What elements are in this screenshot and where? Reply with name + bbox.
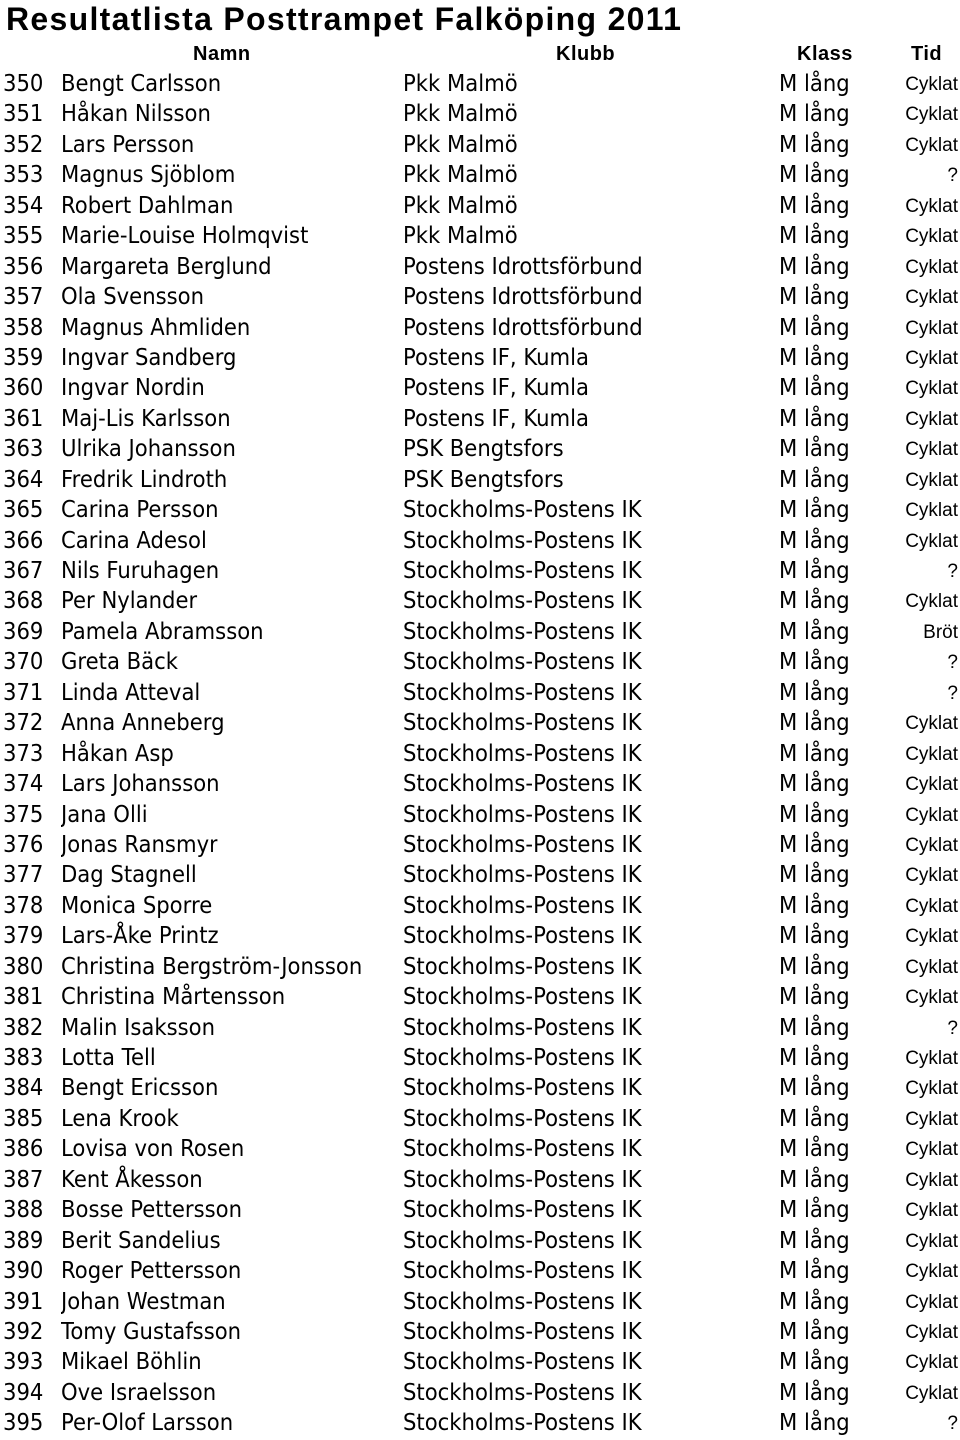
participant-name: Carina Persson (61, 497, 219, 524)
participant-name: Bengt Ericsson (61, 1075, 219, 1102)
club-name: Postens IF, Kumla (403, 375, 590, 402)
row-number: 364 (3, 466, 44, 493)
club-name: Stockholms-Postens IK (403, 892, 642, 919)
row-number: 395 (3, 1410, 44, 1437)
class-name: M lång (779, 1105, 850, 1132)
club-name: Stockholms-Postens IK (403, 1318, 642, 1345)
result-time: Cyklat (905, 804, 958, 826)
table-row (0, 69, 960, 99)
table-row (0, 1287, 960, 1317)
participant-name: Lars-Åke Printz (61, 923, 219, 950)
participant-name: Tomy Gustafsson (61, 1318, 242, 1345)
result-time: Cyklat (905, 895, 958, 917)
result-time: Cyklat (905, 1261, 958, 1283)
class-name: M lång (779, 344, 850, 371)
row-number: 386 (3, 1136, 44, 1163)
result-time: Cyklat (905, 347, 958, 369)
table-row (0, 1256, 960, 1286)
result-time: Cyklat (905, 408, 958, 430)
class-name: M lång (779, 558, 850, 584)
table-row (0, 1226, 960, 1256)
club-name: Stockholms-Postens IK (403, 558, 642, 584)
club-name: Pkk Malmö (403, 131, 518, 158)
row-number: 369 (3, 618, 44, 645)
participant-name: Carina Adesol (61, 527, 207, 554)
row-number: 377 (3, 862, 44, 889)
club-name: Pkk Malmö (403, 71, 518, 97)
row-number: 372 (3, 710, 44, 737)
class-name: M lång (779, 101, 850, 128)
result-time: Cyklat (905, 1078, 958, 1100)
result-time: ? (947, 1413, 958, 1435)
row-number: 394 (3, 1379, 44, 1406)
table-row (0, 952, 960, 982)
participant-name: Ingvar Sandberg (61, 344, 237, 371)
result-time: Cyklat (905, 987, 958, 1009)
table-row (0, 191, 960, 221)
table-row (0, 1134, 960, 1164)
club-name: Stockholms-Postens IK (403, 1166, 642, 1193)
table-row (0, 800, 960, 830)
page-title: Resultatlista Posttrampet Falköping 2011 (6, 1, 683, 37)
result-time: Cyklat (905, 287, 958, 309)
participant-name: Berit Sandelius (61, 1227, 221, 1254)
result-time: Cyklat (905, 865, 958, 887)
result-time: Cyklat (905, 1139, 958, 1161)
result-time: Cyklat (905, 1230, 958, 1252)
result-time: ? (947, 652, 958, 674)
result-time: Cyklat (905, 530, 958, 552)
club-name: Stockholms-Postens IK (403, 527, 642, 554)
participant-name: Malin Isaksson (61, 1014, 216, 1041)
class-name: M lång (779, 618, 850, 645)
result-time: ? (947, 165, 958, 187)
class-name: M lång (779, 466, 850, 493)
result-time: Cyklat (905, 834, 958, 856)
participant-name: Linda Atteval (61, 679, 201, 706)
participant-name: Margareta Berglund (61, 253, 272, 280)
result-time: Cyklat (905, 591, 958, 613)
row-number: 358 (3, 314, 44, 341)
row-number: 389 (3, 1227, 44, 1254)
result-time: Cyklat (905, 439, 958, 461)
results-table (0, 69, 960, 1439)
row-number: 375 (3, 801, 44, 828)
row-number: 390 (3, 1258, 44, 1285)
header-klubb: Klubb (556, 43, 616, 65)
participant-name: Lovisa von Rosen (61, 1136, 245, 1163)
result-time: Cyklat (905, 926, 958, 948)
table-row (0, 1347, 960, 1377)
class-name: M lång (779, 131, 850, 158)
club-name: Pkk Malmö (403, 101, 518, 128)
table-row (0, 1408, 960, 1438)
row-number: 361 (3, 405, 44, 432)
table-row (0, 252, 960, 282)
row-number: 363 (3, 436, 44, 463)
club-name: Stockholms-Postens IK (403, 1349, 642, 1376)
participant-name: Håkan Asp (61, 740, 174, 767)
class-name: M lång (779, 1197, 850, 1224)
table-row (0, 769, 960, 799)
row-number: 373 (3, 740, 44, 767)
row-number: 368 (3, 588, 44, 615)
club-name: Pkk Malmö (403, 223, 518, 250)
club-name: Postens IF, Kumla (403, 405, 590, 432)
result-time: Cyklat (905, 134, 958, 156)
participant-name: Christina Mårtensson (61, 984, 286, 1011)
participant-name: Fredrik Lindroth (61, 466, 228, 493)
club-name: Stockholms-Postens IK (403, 1045, 642, 1071)
club-name: Stockholms-Postens IK (403, 618, 642, 645)
participant-name: Roger Pettersson (61, 1258, 242, 1285)
row-number: 374 (3, 771, 44, 798)
row-number: 376 (3, 831, 44, 858)
row-number: 365 (3, 497, 44, 524)
result-time: Cyklat (905, 1200, 958, 1222)
result-time: Cyklat (905, 104, 958, 126)
row-number: 391 (3, 1288, 44, 1315)
club-name: Stockholms-Postens IK (403, 649, 642, 676)
club-name: Stockholms-Postens IK (403, 1379, 642, 1406)
result-time: Cyklat (905, 256, 958, 278)
club-name: Pkk Malmö (403, 162, 518, 189)
participant-name: Robert Dahlman (61, 192, 234, 219)
table-row (0, 891, 960, 921)
row-number: 360 (3, 375, 44, 402)
table-row (0, 373, 960, 403)
row-number: 371 (3, 679, 44, 706)
participant-name: Håkan Nilsson (61, 101, 211, 128)
club-name: Stockholms-Postens IK (403, 831, 642, 858)
row-number: 393 (3, 1349, 44, 1376)
class-name: M lång (779, 588, 850, 615)
club-name: Stockholms-Postens IK (403, 740, 642, 767)
table-row (0, 678, 960, 708)
class-name: M lång (779, 984, 850, 1011)
participant-name: Greta Bäck (61, 649, 179, 676)
club-name: Stockholms-Postens IK (403, 801, 642, 828)
row-number: 351 (3, 101, 44, 128)
table-row (0, 739, 960, 769)
class-name: M lång (779, 497, 850, 524)
table-row (0, 708, 960, 738)
club-name: Stockholms-Postens IK (403, 588, 642, 615)
table-row (0, 282, 960, 312)
result-time: Cyklat (905, 378, 958, 400)
row-number: 359 (3, 344, 44, 371)
participant-name: Maj-Lis Karlsson (61, 405, 231, 432)
class-name: M lång (779, 1166, 850, 1193)
table-row (0, 465, 960, 495)
club-name: Stockholms-Postens IK (403, 1136, 642, 1163)
club-name: Stockholms-Postens IK (403, 1197, 642, 1224)
header-klass: Klass (797, 43, 853, 65)
class-name: M lång (779, 1318, 850, 1345)
table-row (0, 221, 960, 251)
result-time: Bröt (923, 621, 958, 643)
table-row (0, 313, 960, 343)
participant-name: Ingvar Nordin (61, 375, 205, 402)
class-name: M lång (779, 831, 850, 858)
participant-name: Marie-Louise Holmqvist (61, 223, 309, 250)
club-name: PSK Bengtsfors (403, 436, 564, 463)
result-time: Cyklat (905, 774, 958, 796)
table-row (0, 860, 960, 890)
table-row (0, 526, 960, 556)
class-name: M lång (779, 223, 850, 250)
row-number: 353 (3, 162, 44, 189)
participant-name: Per-Olof Larsson (61, 1410, 234, 1437)
class-name: M lång (779, 771, 850, 798)
table-row (0, 1013, 960, 1043)
class-name: M lång (779, 192, 850, 219)
class-name: M lång (779, 923, 850, 950)
club-name: Stockholms-Postens IK (403, 497, 642, 524)
row-number: 392 (3, 1318, 44, 1345)
class-name: M lång (779, 953, 850, 980)
table-row (0, 495, 960, 525)
table-row (0, 404, 960, 434)
club-name: Pkk Malmö (403, 192, 518, 219)
class-name: M lång (779, 1227, 850, 1254)
class-name: M lång (779, 436, 850, 463)
result-time: Cyklat (905, 1352, 958, 1374)
table-row (0, 1104, 960, 1134)
table-row (0, 160, 960, 190)
participant-name: Lars Persson (61, 131, 195, 158)
club-name: Stockholms-Postens IK (403, 953, 642, 980)
participant-name: Per Nylander (61, 588, 198, 615)
class-name: M lång (779, 1410, 850, 1437)
result-time: ? (947, 1017, 958, 1039)
class-name: M lång (779, 1136, 850, 1163)
result-time: Cyklat (905, 317, 958, 339)
result-time: ? (947, 682, 958, 704)
row-number: 366 (3, 527, 44, 554)
class-name: M lång (779, 862, 850, 889)
row-number: 355 (3, 223, 44, 250)
row-number: 384 (3, 1075, 44, 1102)
table-row (0, 556, 960, 586)
participant-name: Kent Åkesson (61, 1166, 203, 1193)
club-name: Postens IF, Kumla (403, 344, 590, 371)
table-row (0, 1378, 960, 1408)
table-row (0, 647, 960, 677)
club-name: Stockholms-Postens IK (403, 1410, 642, 1437)
participant-name: Jonas Ransmyr (61, 831, 218, 858)
class-name: M lång (779, 649, 850, 676)
row-number: 383 (3, 1045, 44, 1071)
class-name: M lång (779, 740, 850, 767)
result-time: Cyklat (905, 1321, 958, 1343)
class-name: M lång (779, 162, 850, 189)
result-time: Cyklat (905, 1382, 958, 1404)
club-name: Postens Idrottsförbund (403, 253, 643, 280)
club-name: PSK Bengtsfors (403, 466, 564, 493)
result-time: Cyklat (905, 1108, 958, 1130)
participant-name: Jana Olli (61, 801, 148, 828)
row-number: 356 (3, 253, 44, 280)
participant-name: Magnus Sjöblom (61, 162, 236, 189)
table-row (0, 1165, 960, 1195)
class-name: M lång (779, 284, 850, 311)
row-number: 387 (3, 1166, 44, 1193)
header-tid: Tid (911, 43, 943, 65)
result-time: Cyklat (905, 1169, 958, 1191)
class-name: M lång (779, 1045, 850, 1071)
class-name: M lång (779, 527, 850, 554)
class-name: M lång (779, 375, 850, 402)
result-time: Cyklat (905, 74, 958, 95)
result-time: Cyklat (905, 713, 958, 735)
participant-name: Johan Westman (61, 1288, 226, 1315)
result-time: Cyklat (905, 743, 958, 765)
club-name: Stockholms-Postens IK (403, 862, 642, 889)
class-name: M lång (779, 801, 850, 828)
participant-name: Lena Krook (61, 1105, 179, 1132)
class-name: M lång (779, 1349, 850, 1376)
table-row (0, 1195, 960, 1225)
class-name: M lång (779, 1288, 850, 1315)
row-number: 379 (3, 923, 44, 950)
row-number: 370 (3, 649, 44, 676)
row-number: 367 (3, 558, 44, 584)
result-time: Cyklat (905, 500, 958, 522)
class-name: M lång (779, 71, 850, 97)
club-name: Stockholms-Postens IK (403, 1227, 642, 1254)
class-name: M lång (779, 892, 850, 919)
result-time: Cyklat (905, 226, 958, 248)
table-row (0, 830, 960, 860)
club-name: Postens Idrottsförbund (403, 314, 643, 341)
header-namn: Namn (193, 43, 251, 65)
row-number: 381 (3, 984, 44, 1011)
participant-name: Bosse Pettersson (61, 1197, 243, 1224)
participant-name: Pamela Abramsson (61, 618, 264, 645)
class-name: M lång (779, 314, 850, 341)
row-number: 385 (3, 1105, 44, 1132)
class-name: M lång (779, 1258, 850, 1285)
class-name: M lång (779, 1014, 850, 1041)
result-time: ? (947, 561, 958, 582)
row-number: 382 (3, 1014, 44, 1041)
class-name: M lång (779, 710, 850, 737)
club-name: Stockholms-Postens IK (403, 1288, 642, 1315)
participant-name: Dag Stagnell (61, 862, 197, 889)
participant-name: Ove Israelsson (61, 1379, 217, 1406)
result-time: Cyklat (905, 956, 958, 978)
table-row (0, 982, 960, 1012)
class-name: M lång (779, 1075, 850, 1102)
class-name: M lång (779, 253, 850, 280)
participant-name: Christina Bergström-Jonsson (61, 953, 363, 980)
participant-name: Lotta Tell (61, 1045, 156, 1071)
table-row (0, 586, 960, 616)
table-row (0, 617, 960, 647)
row-number: 357 (3, 284, 44, 311)
row-number: 354 (3, 192, 44, 219)
club-name: Stockholms-Postens IK (403, 923, 642, 950)
club-name: Stockholms-Postens IK (403, 984, 642, 1011)
club-name: Stockholms-Postens IK (403, 1075, 642, 1102)
participant-name: Mikael Böhlin (61, 1349, 202, 1376)
table-row (0, 1073, 960, 1103)
row-number: 378 (3, 892, 44, 919)
table-row (0, 343, 960, 373)
club-name: Stockholms-Postens IK (403, 710, 642, 737)
class-name: M lång (779, 405, 850, 432)
result-time: Cyklat (905, 1291, 958, 1313)
participant-name: Lars Johansson (61, 771, 220, 798)
table-row (0, 130, 960, 160)
class-name: M lång (779, 679, 850, 706)
club-name: Stockholms-Postens IK (403, 1258, 642, 1285)
result-time: Cyklat (905, 195, 958, 217)
participant-name: Nils Furuhagen (61, 558, 220, 584)
row-number: 380 (3, 953, 44, 980)
table-row (0, 1317, 960, 1347)
result-time: Cyklat (905, 1048, 958, 1069)
club-name: Stockholms-Postens IK (403, 1014, 642, 1041)
participant-name: Monica Sporre (61, 892, 213, 919)
club-name: Postens Idrottsförbund (403, 284, 643, 311)
result-time: Cyklat (905, 469, 958, 491)
class-name: M lång (779, 1379, 850, 1406)
row-number: 388 (3, 1197, 44, 1224)
table-row (0, 99, 960, 129)
club-name: Stockholms-Postens IK (403, 679, 642, 706)
participant-name: Magnus Ahmliden (61, 314, 251, 341)
row-number: 352 (3, 131, 44, 158)
participant-name: Bengt Carlsson (61, 71, 222, 97)
participant-name: Anna Anneberg (61, 710, 225, 737)
row-number: 350 (3, 71, 44, 97)
table-row (0, 921, 960, 951)
club-name: Stockholms-Postens IK (403, 771, 642, 798)
participant-name: Ulrika Johansson (61, 436, 236, 463)
table-row (0, 1043, 960, 1073)
club-name: Stockholms-Postens IK (403, 1105, 642, 1132)
table-row (0, 434, 960, 464)
participant-name: Ola Svensson (61, 284, 205, 311)
